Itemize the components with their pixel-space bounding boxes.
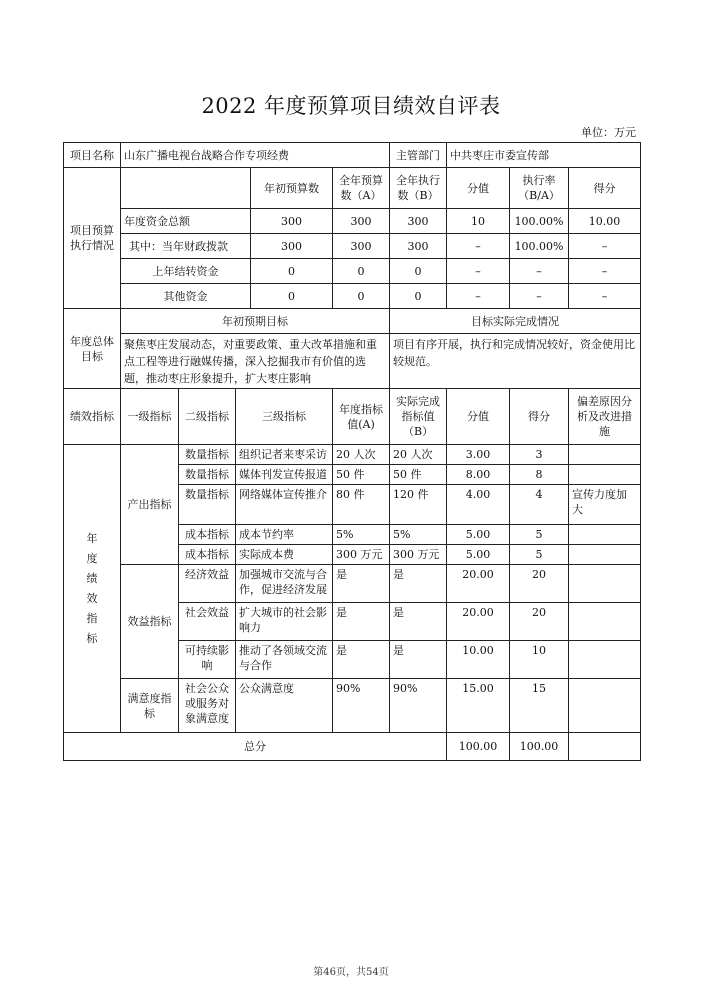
deviation (569, 445, 641, 465)
level1-benefit: 效益指标 (121, 565, 179, 679)
budget-exec: 300 (390, 209, 447, 234)
level2: 经济效益 (179, 565, 236, 603)
col-level1: 一级指标 (121, 389, 179, 445)
level3: 公众满意度 (236, 679, 333, 733)
deviation: 宣传力度加大 (569, 485, 641, 525)
budget-score: 10.00 (569, 209, 641, 234)
total-label: 总分 (64, 733, 447, 761)
deviation (569, 545, 641, 565)
target: 20 人次 (333, 445, 390, 465)
deviation (569, 603, 641, 641)
dept-label: 主管部门 (390, 143, 447, 168)
actual: 120 件 (390, 485, 447, 525)
budget-initial: 0 (251, 259, 333, 284)
level2: 数量指标 (179, 445, 236, 465)
budget-full: 300 (333, 209, 390, 234)
value: 20.00 (447, 565, 510, 603)
level2: 成本指标 (179, 525, 236, 545)
budget-row-label: 其中：当年财政拨款 (121, 234, 251, 259)
col-score: 得分 (569, 168, 641, 209)
actual: 90% (390, 679, 447, 733)
actual: 5% (390, 525, 447, 545)
budget-value: – (447, 284, 510, 309)
level2: 社会效益 (179, 603, 236, 641)
actual: 是 (390, 641, 447, 679)
level1-output: 产出指标 (121, 445, 179, 565)
project-name: 山东广播电视台战略合作专项经费 (121, 143, 390, 168)
budget-initial: 0 (251, 284, 333, 309)
col-score: 得分 (510, 389, 569, 445)
value: 20.00 (447, 603, 510, 641)
value: 5.00 (447, 545, 510, 565)
deviation (569, 525, 641, 545)
col-executed: 全年执行数（B） (390, 168, 447, 209)
value: 10.00 (447, 641, 510, 679)
level3: 实际成本费 (236, 545, 333, 565)
page-footer: 第46页，共54页 (313, 967, 389, 978)
col-level3: 三级指标 (236, 389, 333, 445)
target: 300 万元 (333, 545, 390, 565)
actual-goal-header: 目标实际完成情况 (390, 309, 641, 334)
budget-row-label: 上年结转资金 (121, 259, 251, 284)
level3: 扩大城市的社会影响力 (236, 603, 333, 641)
score: 10 (510, 641, 569, 679)
level2: 数量指标 (179, 485, 236, 525)
total-score: 100.00 (510, 733, 569, 761)
value: 4.00 (447, 485, 510, 525)
col-actual: 实际完成指标值（B） (390, 389, 447, 445)
evaluation-table (63, 142, 641, 761)
budget-score: – (569, 259, 641, 284)
budget-initial: 300 (251, 234, 333, 259)
score: 20 (510, 565, 569, 603)
level2: 数量指标 (179, 465, 236, 485)
col-execution-rate: 执行率（B/A） (510, 168, 569, 209)
budget-row-label: 其他资金 (121, 284, 251, 309)
target: 是 (333, 565, 390, 603)
budget-full: 300 (333, 234, 390, 259)
level3: 网络媒体宣传推介 (236, 485, 333, 525)
table-row (64, 445, 641, 465)
value: 8.00 (447, 465, 510, 485)
budget-exec: 0 (390, 259, 447, 284)
value: 15.00 (447, 679, 510, 733)
total-row (64, 733, 641, 761)
target: 是 (333, 641, 390, 679)
budget-row (64, 234, 641, 259)
target: 80 件 (333, 485, 390, 525)
budget-section-label: 项目预算执行情况 (64, 168, 121, 309)
actual: 是 (390, 565, 447, 603)
score: 20 (510, 603, 569, 641)
total-deviation (569, 733, 641, 761)
dept-name: 中共枣庄市委宣传部 (447, 143, 641, 168)
level3: 推动了各领域交流与合作 (236, 641, 333, 679)
score: 5 (510, 545, 569, 565)
budget-rate: 100.00% (510, 209, 569, 234)
level3: 媒体刊发宣传报道 (236, 465, 333, 485)
page-title: 2022 年度预算项目绩效自评表 (201, 94, 501, 118)
score: 8 (510, 465, 569, 485)
target: 90% (333, 679, 390, 733)
goals-label: 年度总体目标 (64, 309, 121, 389)
level2: 成本指标 (179, 545, 236, 565)
deviation (569, 565, 641, 603)
budget-initial: 300 (251, 209, 333, 234)
budget-exec: 300 (390, 234, 447, 259)
total-value: 100.00 (447, 733, 510, 761)
budget-full: 0 (333, 259, 390, 284)
indicators-label: 绩效指标 (64, 389, 121, 445)
unit-label: 单位：万元 (581, 126, 636, 139)
actual: 50 件 (390, 465, 447, 485)
target: 50 件 (333, 465, 390, 485)
budget-rate: 100.00% (510, 234, 569, 259)
level1-satisfaction: 满意度指标 (121, 679, 179, 733)
value: 5.00 (447, 525, 510, 545)
budget-rate: – (510, 284, 569, 309)
budget-value: – (447, 259, 510, 284)
budget-row (64, 259, 641, 284)
deviation (569, 465, 641, 485)
budget-score: – (569, 284, 641, 309)
actual: 20 人次 (390, 445, 447, 465)
score: 15 (510, 679, 569, 733)
deviation (569, 641, 641, 679)
col-initial-budget: 年初预算数 (251, 168, 333, 209)
level3: 成本节约率 (236, 525, 333, 545)
col-full-year-budget: 全年预算数（A） (333, 168, 390, 209)
budget-value: – (447, 234, 510, 259)
deviation (569, 679, 641, 733)
score: 5 (510, 525, 569, 545)
col-level2: 二级指标 (179, 389, 236, 445)
col-deviation: 偏差原因分析及改进措施 (569, 389, 641, 445)
level3: 组织记者来枣采访 (236, 445, 333, 465)
budget-header-blank (121, 168, 251, 209)
col-target: 年度指标值(A) (333, 389, 390, 445)
budget-exec: 0 (390, 284, 447, 309)
actual-goal-text: 项目有序开展，执行和完成情况较好，资金使用比较规范。 (390, 334, 641, 389)
indicators-vertical-label: 年 度 绩 效 指 标 (64, 445, 121, 733)
budget-row-label: 年度资金总额 (121, 209, 251, 234)
score: 3 (510, 445, 569, 465)
budget-value: 10 (447, 209, 510, 234)
value: 3.00 (447, 445, 510, 465)
level3: 加强城市交流与合作，促进经济发展 (236, 565, 333, 603)
actual: 300 万元 (390, 545, 447, 565)
budget-row (64, 284, 641, 309)
actual: 是 (390, 603, 447, 641)
score: 4 (510, 485, 569, 525)
level2: 可持续影响 (179, 641, 236, 679)
target: 是 (333, 603, 390, 641)
budget-full: 0 (333, 284, 390, 309)
table-row (64, 679, 641, 733)
col-value: 分值 (447, 389, 510, 445)
level2: 社会公众或服务对象满意度 (179, 679, 236, 733)
budget-rate: – (510, 259, 569, 284)
budget-score: – (569, 234, 641, 259)
target: 5% (333, 525, 390, 545)
budget-row (64, 209, 641, 234)
table-row (64, 565, 641, 603)
planned-goal-text: 聚焦枣庄发展动态，对重要政策、重大改革措施和重点工程等进行融媒传播，深入挖掘我市有价值的选题，推动枣庄形象提升，扩大枣庄影响 (121, 334, 390, 389)
project-name-label: 项目名称 (64, 143, 121, 168)
col-score-value: 分值 (447, 168, 510, 209)
planned-goal-header: 年初预期目标 (121, 309, 390, 334)
